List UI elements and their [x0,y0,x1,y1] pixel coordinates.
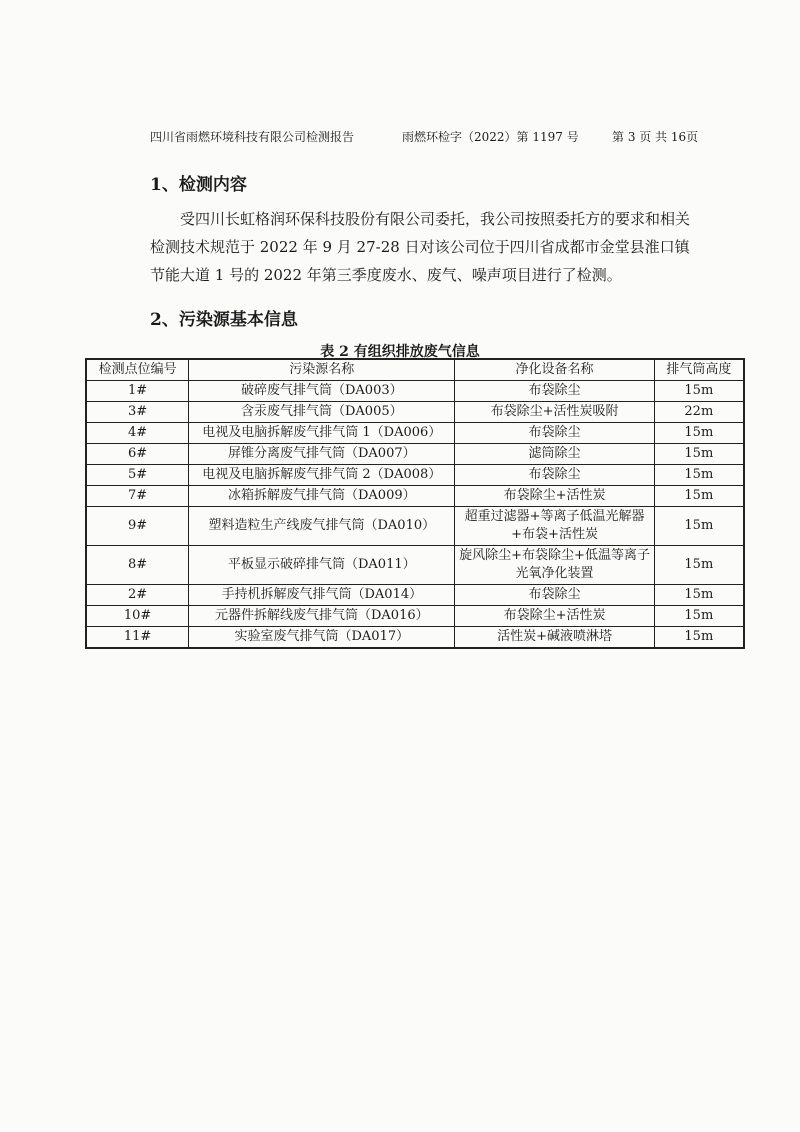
equipment-cell: 布袋除尘 [455,381,654,402]
section-2-title: 2、污染源基本信息 [150,310,298,330]
equipment-cell: 旋风除尘+布袋除尘+低温等离子光氧净化装置 [455,546,654,585]
equipment-cell: 布袋除尘 [455,465,654,486]
source-name-cell: 元器件拆解线废气排气筒（DA016） [189,606,455,627]
equipment-cell: 布袋除尘+活性炭吸附 [455,402,654,423]
height-cell: 15m [654,465,744,486]
point-id-cell: 6# [86,444,189,465]
table-row [86,465,744,486]
height-cell: 15m [654,546,744,585]
header-company: 四川省雨燃环境科技有限公司检测报告 [150,130,355,144]
height-cell: 15m [654,444,744,465]
height-cell: 15m [654,381,744,402]
height-cell: 15m [654,423,744,444]
point-id-cell: 3# [86,402,189,423]
equipment-cell: 布袋除尘+活性炭 [455,486,654,507]
height-cell: 22m [654,402,744,423]
column-header: 污染源名称 [189,359,455,381]
point-id-cell: 10# [86,606,189,627]
source-name-cell: 屏锥分离废气排气筒（DA007） [189,444,455,465]
source-name-cell: 平板显示破碎排气筒（DA011） [189,546,455,585]
table-row [86,444,744,465]
table-row [86,585,744,606]
section-1-title: 1、检测内容 [150,175,247,195]
table-row [86,507,744,546]
equipment-cell: 滤筒除尘 [455,444,654,465]
height-cell: 15m [654,627,744,649]
point-id-cell: 9# [86,507,189,546]
equipment-cell: 超重过滤器+等离子低温光解器+布袋+活性炭 [455,507,654,546]
point-id-cell: 4# [86,423,189,444]
table-row [86,486,744,507]
table-header-row [86,359,744,381]
height-cell: 15m [654,606,744,627]
source-name-cell: 塑料造粒生产线废气排气筒（DA010） [189,507,455,546]
source-name-cell: 含汞废气排气筒（DA005） [189,402,455,423]
table-row [86,606,744,627]
point-id-cell: 5# [86,465,189,486]
table-row [86,423,744,444]
equipment-cell: 布袋除尘 [455,585,654,606]
equipment-cell: 活性炭+碱液喷淋塔 [455,627,654,649]
table-caption: 表 2 有组织排放废气信息 [320,344,480,360]
column-header: 净化设备名称 [455,359,654,381]
height-cell: 15m [654,507,744,546]
source-name-cell: 电视及电脑拆解废气排气筒 2（DA008） [189,465,455,486]
point-id-cell: 8# [86,546,189,585]
height-cell: 15m [654,585,744,606]
point-id-cell: 1# [86,381,189,402]
equipment-cell: 布袋除尘+活性炭 [455,606,654,627]
point-id-cell: 7# [86,486,189,507]
column-header: 检测点位编号 [86,359,189,381]
source-name-cell: 实验室废气排气筒（DA017） [189,627,455,649]
table-row [86,381,744,402]
source-name-cell: 电视及电脑拆解废气排气筒 1（DA006） [189,423,455,444]
source-name-cell: 冰箱拆解废气排气筒（DA009） [189,486,455,507]
source-name-cell: 破碎废气排气筒（DA003） [189,381,455,402]
point-id-cell: 11# [86,627,189,649]
emission-info-table [85,358,745,649]
source-name-cell: 手持机拆解废气排气筒（DA014） [189,585,455,606]
table-row [86,402,744,423]
header-page-number: 第 3 页 共 16页 [612,130,699,144]
table-row [86,627,744,649]
section-1-paragraph: 受四川长虹格润环保科技股份有限公司委托，我公司按照委托方的要求和相关检测技术规范于 2022 年 9 月 27-28 日对该公司位于四川省成都市金堂县淮口镇节能大道 1 号的 2022 年第三季度废水、废气、噪声项目进行了检测。 [150,210,691,284]
table-row [86,546,744,585]
height-cell: 15m [654,486,744,507]
point-id-cell: 2# [86,585,189,606]
column-header: 排气筒高度 [654,359,744,381]
header-report-number: 雨燃环检字（2022）第 1197 号 [402,130,579,144]
equipment-cell: 布袋除尘 [455,423,654,444]
